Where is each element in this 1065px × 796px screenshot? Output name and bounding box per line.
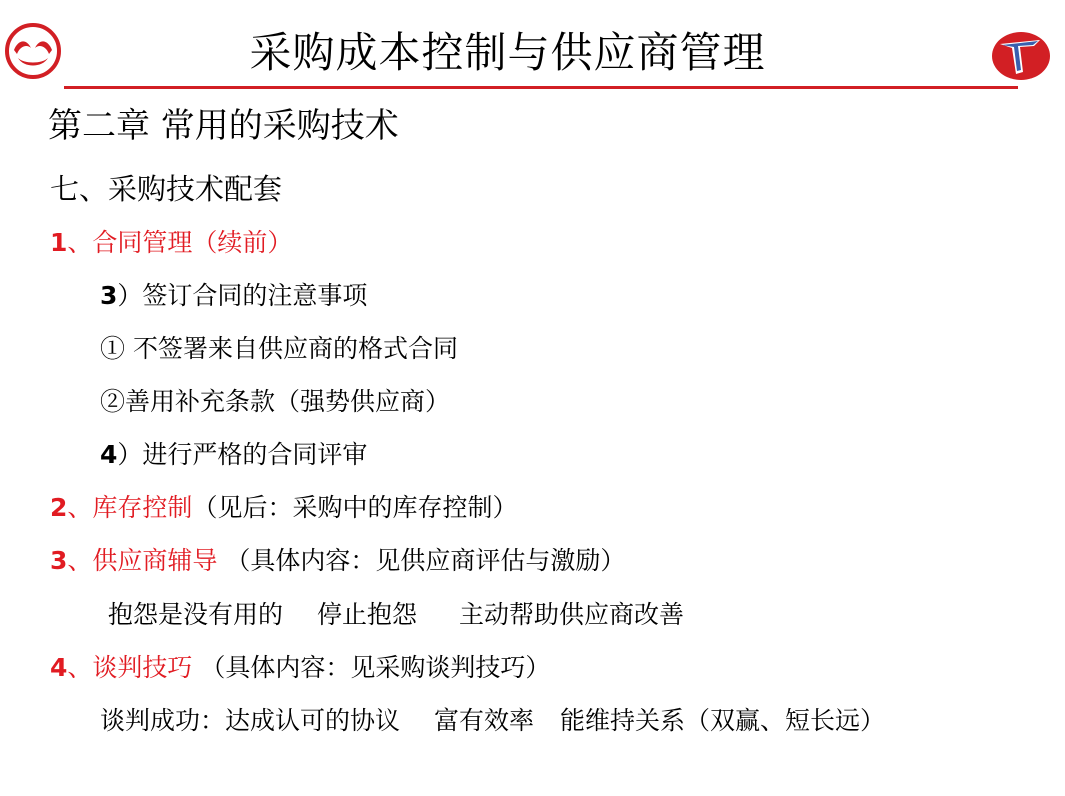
item-number: 1 — [50, 228, 68, 257]
item-supplementary-clauses: ②善用补充条款（强势供应商） — [100, 387, 451, 416]
item-number: 4 — [100, 440, 118, 469]
item-contract-management — [50, 225, 292, 261]
item-label: 合同管理（续前） — [92, 228, 293, 257]
item-label: 供应商辅导 — [92, 546, 218, 575]
item-separator: 、 — [67, 546, 93, 575]
item-separator: 、 — [67, 493, 93, 522]
point-text: 主动帮助供应商改善 — [459, 600, 685, 629]
item-number: 4 — [50, 653, 68, 682]
item-label: 进行严格的合同评审 — [142, 440, 368, 469]
item-negotiation-points — [100, 703, 885, 739]
item-separator: 、 — [67, 653, 93, 682]
item-negotiation-skills — [50, 650, 550, 686]
brand-logo-icon — [990, 30, 1052, 82]
item-label: 签订合同的注意事项 — [142, 281, 368, 310]
item-separator: ） — [117, 281, 143, 310]
item-contract-review — [100, 437, 367, 473]
item-note: （具体内容：见采购谈判技巧） — [192, 653, 551, 682]
item-separator: ） — [117, 440, 143, 469]
item-separator: 、 — [67, 228, 93, 257]
section-heading: 七、采购技术配套 — [50, 172, 283, 206]
chapter-heading: 第二章 常用的采购技术 — [48, 106, 399, 146]
point-text: 停止抱怨 — [317, 600, 418, 629]
title-divider — [64, 86, 1018, 89]
item-label: 库存控制 — [92, 493, 193, 522]
slide-title: 采购成本控制与供应商管理 — [249, 28, 766, 77]
item-no-supplier-template: ① 不签署来自供应商的格式合同 — [100, 334, 458, 363]
point-text: 富有效率 — [434, 706, 535, 735]
item-number: 3 — [100, 281, 118, 310]
point-text: 能维持关系（双赢、短长远） — [560, 706, 886, 735]
item-signing-notes — [100, 278, 367, 314]
item-number: 2 — [50, 493, 68, 522]
item-note: （具体内容：见供应商评估与激励） — [217, 546, 626, 575]
item-label: 谈判技巧 — [92, 653, 193, 682]
item-note: （见后：采购中的库存控制） — [192, 493, 518, 522]
item-supplier-coaching — [50, 543, 625, 579]
item-coaching-points — [108, 597, 684, 633]
item-number: 3 — [50, 546, 68, 575]
item-inventory-control — [50, 490, 517, 526]
point-text: 谈判成功：达成认可的协议 — [100, 706, 401, 735]
point-text: 抱怨是没有用的 — [108, 600, 284, 629]
